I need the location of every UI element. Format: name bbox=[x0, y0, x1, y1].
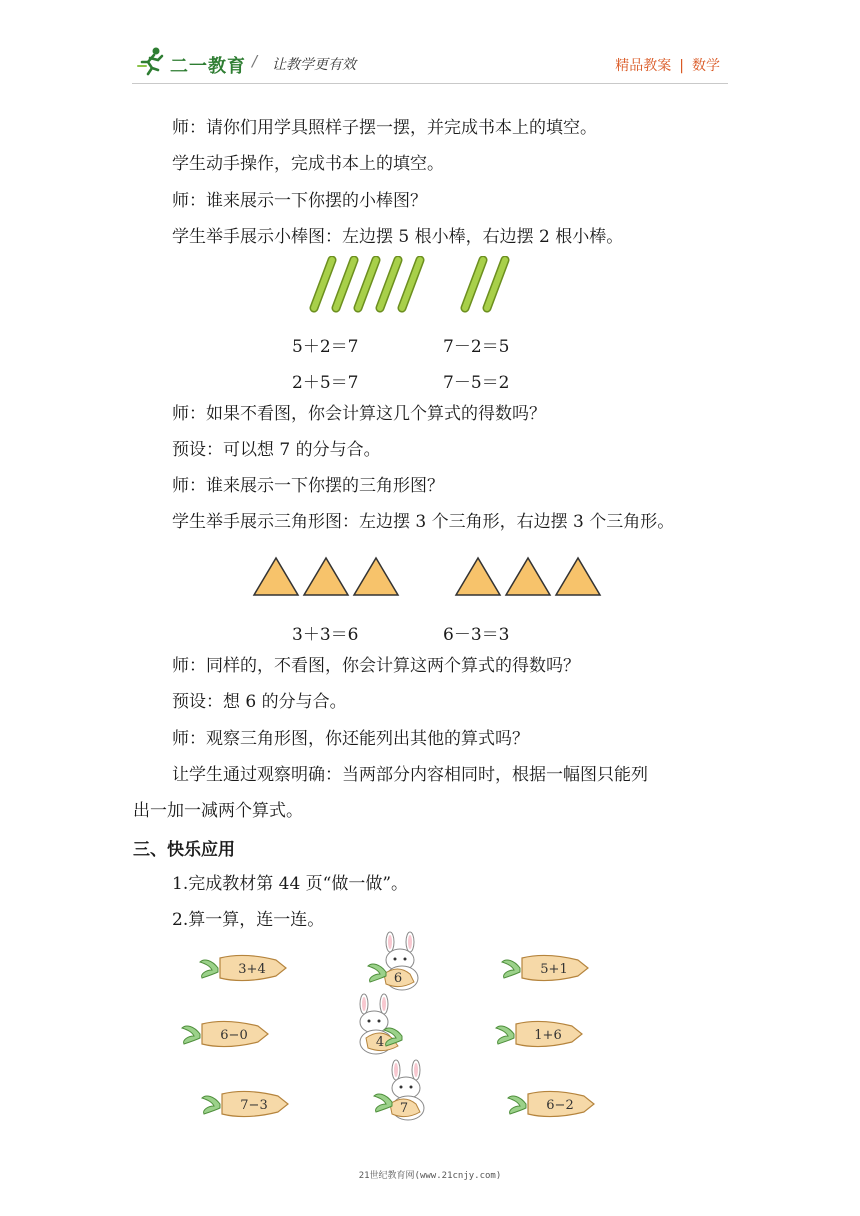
carrot-card bbox=[200, 955, 286, 980]
carrot-expression: 6−2 bbox=[546, 1098, 574, 1113]
text-line: 让学生通过观察明确：当两部分内容相同时，根据一幅图只能列 bbox=[172, 765, 648, 785]
carrot-expression: 6−0 bbox=[220, 1028, 248, 1043]
triangles-figure bbox=[250, 555, 610, 599]
header-divider bbox=[132, 83, 728, 84]
carrot-expression: 3+4 bbox=[238, 962, 266, 977]
equation: 2＋5＝7 bbox=[292, 373, 359, 393]
text-line: 师：请你们用学具照样子摆一摆，并完成书本上的填空。 bbox=[172, 118, 597, 138]
equation: 5＋2＝7 bbox=[292, 337, 359, 357]
text-line: 学生举手展示小棒图：左边摆 5 根小棒，右边摆 2 根小棒。 bbox=[172, 227, 624, 247]
stick bbox=[487, 260, 505, 308]
text-line: 预设：可以想 7 的分与合。 bbox=[172, 440, 381, 460]
carrot-expression: 5+1 bbox=[540, 962, 568, 977]
triangle bbox=[556, 558, 600, 595]
page-header bbox=[0, 0, 860, 100]
runner-logo-icon bbox=[136, 46, 166, 76]
logo-separator: / bbox=[252, 52, 258, 70]
carrot-card bbox=[508, 1091, 594, 1116]
bunny-number: 4 bbox=[375, 1035, 385, 1050]
match-exercise-figure bbox=[180, 930, 600, 1130]
carrot-expression: 7−3 bbox=[240, 1098, 268, 1113]
text-line: 师：同样的，不看图，你会计算这两个算式的得数吗？ bbox=[172, 656, 580, 676]
bunny-number: 6 bbox=[393, 971, 403, 986]
category-label: 精品教案 bbox=[615, 58, 672, 74]
stick bbox=[358, 260, 376, 308]
text-line: 2.算一算，连一连。 bbox=[172, 910, 325, 930]
triangle bbox=[506, 558, 550, 595]
text-line: 出一加一减两个算式。 bbox=[133, 801, 303, 821]
stick bbox=[465, 260, 483, 308]
equation: 6－3＝3 bbox=[443, 625, 510, 645]
text-line: 预设：想 6 的分与合。 bbox=[172, 692, 347, 712]
bunny-number: 7 bbox=[399, 1101, 409, 1116]
carrot-card bbox=[502, 955, 588, 980]
carrot-card bbox=[182, 1021, 268, 1046]
equation: 3＋3＝6 bbox=[292, 625, 359, 645]
text-line: 学生动手操作，完成书本上的填空。 bbox=[172, 154, 444, 174]
text-line: 师：谁来展示一下你摆的小棒图？ bbox=[172, 191, 427, 211]
stick bbox=[402, 260, 420, 308]
bunny-icon bbox=[368, 932, 418, 990]
text-line: 学生举手展示三角形图：左边摆 3 个三角形，右边摆 3 个三角形。 bbox=[172, 512, 675, 532]
stick bbox=[336, 260, 354, 308]
stick bbox=[314, 260, 332, 308]
carrot-expression: 1+6 bbox=[534, 1028, 562, 1043]
subject-label: 数学 bbox=[692, 58, 720, 74]
bunny-icon bbox=[374, 1060, 424, 1120]
text-line: 1.完成教材第 44 页“做一做”。 bbox=[172, 874, 409, 894]
text-line: 师：如果不看图，你会计算这几个算式的得数吗？ bbox=[172, 404, 546, 424]
section-heading: 三、快乐应用 bbox=[133, 840, 235, 860]
carrot-card bbox=[496, 1021, 582, 1046]
triangle bbox=[304, 558, 348, 595]
header-category bbox=[615, 55, 720, 75]
equation: 7－2＝5 bbox=[443, 337, 510, 357]
text-line: 师：观察三角形图，你还能列出其他的算式吗？ bbox=[172, 729, 529, 749]
sticks-figure bbox=[300, 256, 530, 316]
triangle bbox=[254, 558, 298, 595]
equation: 7－5＝2 bbox=[443, 373, 510, 393]
text-line: 师：谁来展示一下你摆的三角形图？ bbox=[172, 476, 444, 496]
carrot-card bbox=[202, 1091, 288, 1116]
triangle bbox=[354, 558, 398, 595]
page-footer: 21世纪教育网(www.21cnjy.com) bbox=[358, 1171, 502, 1181]
triangle bbox=[456, 558, 500, 595]
logo-text: 二一教育 bbox=[170, 56, 246, 77]
category-separator: | bbox=[679, 58, 684, 74]
stick bbox=[380, 260, 398, 308]
bunny-icon bbox=[360, 994, 402, 1054]
logo-slogan: 让教学更有效 bbox=[272, 57, 356, 73]
